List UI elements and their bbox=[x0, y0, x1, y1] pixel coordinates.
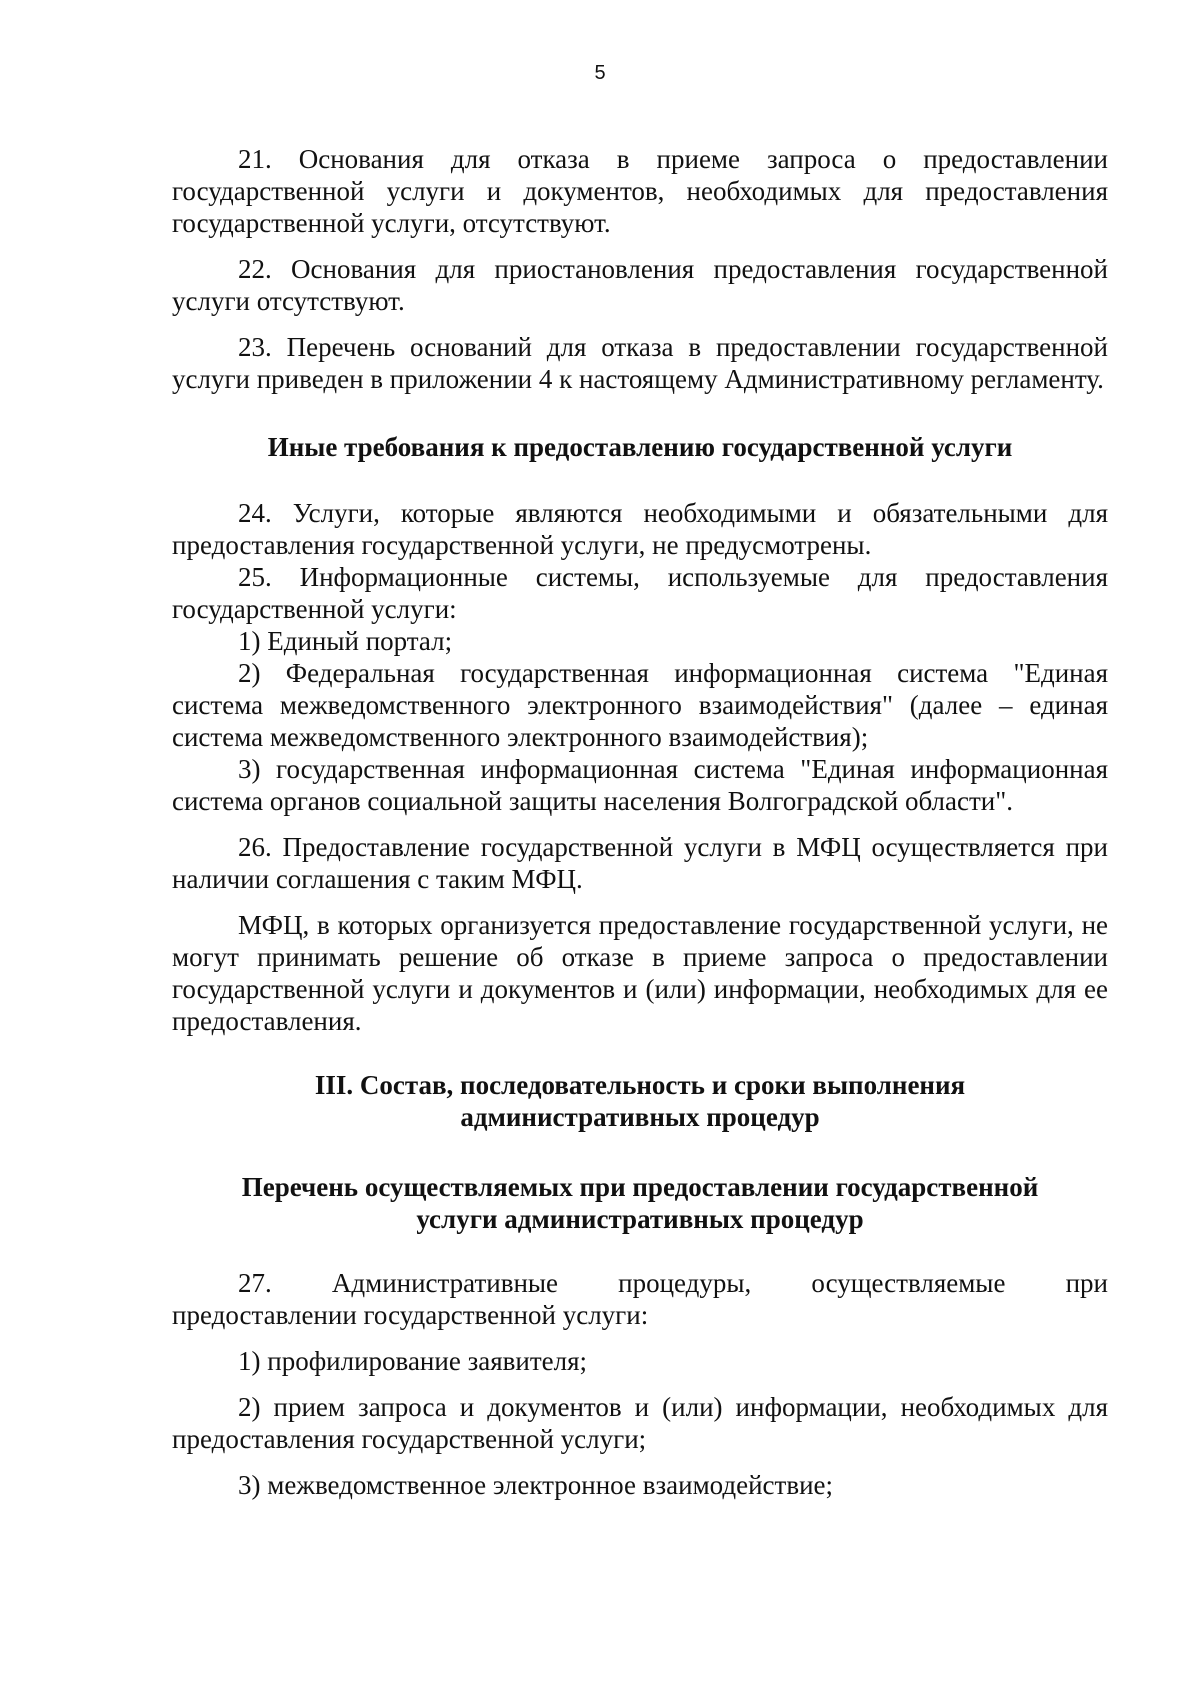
paragraph-27-word: Административные bbox=[331, 1268, 559, 1298]
paragraph-27-word: процедуры, bbox=[618, 1268, 752, 1298]
section-3-heading-line-1: III. Состав, последовательность и сроки выполнения bbox=[314, 1070, 966, 1100]
paragraph-27-continuation: предоставлении государственной услуги: bbox=[172, 1300, 649, 1330]
paragraph-26: 26. Предоставление государственной услуги в МФЦ осуществляется при наличии соглашения с таким МФЦ. bbox=[172, 832, 1108, 894]
page-number: 5 bbox=[594, 62, 606, 84]
document-body bbox=[172, 143, 1108, 1501]
paragraph-27-word: при bbox=[1065, 1268, 1108, 1298]
paragraph-24: 24. Услуги, которые являются необходимыми и обязательными для предоставления государственной услуги, не предусмотрены. bbox=[172, 498, 1108, 560]
list-item-25-3: 3) государственная информационная система "Единая информационная система органов социальной защиты населения Волгоградской области". bbox=[172, 754, 1108, 816]
list-item-25-2: 2) Федеральная государственная информационная система "Единая система межведомственного электронного взаимодействия" (далее – единая система межведомственного электронного взаимодействия); bbox=[172, 658, 1108, 752]
procedures-heading-line-1: Перечень осуществляемых при предоставлении государственной bbox=[241, 1172, 1039, 1202]
paragraph-27-word: 27. bbox=[238, 1268, 272, 1298]
paragraph-27-word: осуществляемые bbox=[811, 1268, 1006, 1298]
paragraph-26-mfc: МФЦ, в которых организуется предоставление государственной услуги, не могут принимать решение об отказе в приеме запроса о предоставлении государственной услуги и документов и (или) информации, необходимых для ее предоставления. bbox=[172, 910, 1108, 1036]
section-3-heading-line-2: административных процедур bbox=[460, 1102, 820, 1132]
list-item-25-1: 1) Единый портал; bbox=[238, 626, 453, 656]
paragraph-21: 21. Основания для отказа в приеме запроса о предоставлении государственной услуги и документов, необходимых для предоставления государственной услуги, отсутствуют. bbox=[172, 144, 1108, 238]
paragraph-22: 22. Основания для приостановления предоставления государственной услуги отсутствуют. bbox=[172, 254, 1108, 316]
list-item-27-3: 3) межведомственное электронное взаимодействие; bbox=[238, 1470, 834, 1500]
list-item-27-2: 2) прием запроса и документов и (или) информации, необходимых для предоставления государственной услуги; bbox=[172, 1392, 1108, 1454]
heading-other-requirements: Иные требования к предоставлению государственной услуги bbox=[267, 432, 1013, 462]
paragraph-27-first-line bbox=[172, 1267, 1108, 1299]
paragraph-23: 23. Перечень оснований для отказа в предоставлении государственной услуги приведен в приложении 4 к настоящему Административному регламенту. bbox=[172, 332, 1108, 394]
section-3-heading bbox=[172, 1069, 1108, 1133]
procedures-heading-line-2: услуги административных процедур bbox=[416, 1204, 864, 1234]
paragraph-25: 25. Информационные системы, используемые для предоставления государственной услуги: bbox=[172, 562, 1108, 624]
procedures-heading bbox=[172, 1171, 1108, 1235]
list-item-27-1: 1) профилирование заявителя; bbox=[238, 1346, 588, 1376]
